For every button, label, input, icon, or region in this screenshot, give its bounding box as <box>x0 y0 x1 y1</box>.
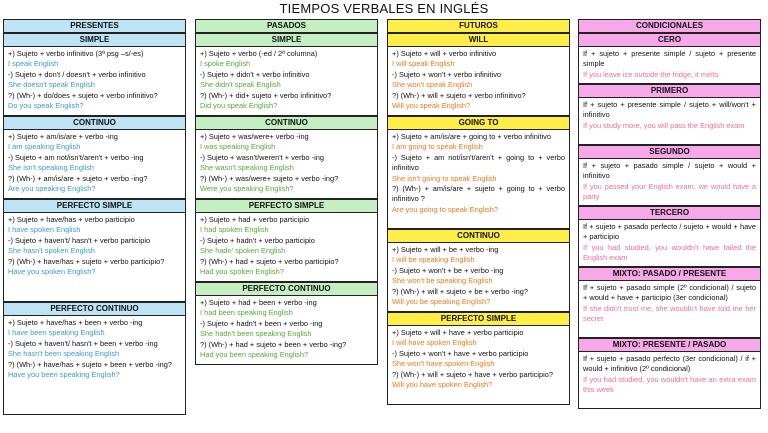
conditional-rule: If + sujeto + pasado simple / sujeto + would + infinitivo <box>583 161 756 181</box>
affirmative-rule: +) Sujeto + had + verbo participio <box>200 215 310 224</box>
negative-example: She didn't speak English <box>200 80 281 90</box>
negative-rule: -) Sujeto + wasn't/weren't + verbo -ing <box>200 152 325 162</box>
question-example: Will you speak English? <box>392 101 471 111</box>
question-rule: ?) (Wh-) + had + sujeto + verbo participio? <box>200 256 339 266</box>
question-example: Are you going to speak English? <box>392 204 499 214</box>
negative-rule: -) Sujeto + am not/isn't/aren't + verbo -ing <box>8 152 144 162</box>
section-going-to <box>387 130 570 229</box>
column-header-presentes: PRESENTES <box>3 19 186 33</box>
column-pasados <box>195 19 378 365</box>
section-futuro-continuo <box>387 243 570 312</box>
conditional-rule: If + sujeto + presente simple / sujeto + presente simple <box>583 49 756 69</box>
negative-rule: -) Sujeto + didn't + verbo infinitivo <box>200 69 310 79</box>
question-example: Have you been speaking English? <box>8 370 120 380</box>
section-will <box>387 47 570 116</box>
negative-example: She wasn't speaking English <box>200 163 294 173</box>
section-title-going-to: GOING TO <box>387 116 570 130</box>
question-rule: ?) (Wh-) + did+ sujeto + verbo infinitivo? <box>200 90 332 100</box>
column-futuros <box>387 19 570 405</box>
question-example: Were you speaking English? <box>200 184 294 194</box>
affirmative-rule: +) Sujeto + have/has + been + verbo -ing <box>8 318 143 327</box>
affirmative-example: I will have spoken English <box>392 338 477 348</box>
negative-rule: -) Sujeto + won't + have + verbo participio <box>392 348 529 358</box>
affirmative-rule: +) Sujeto + verbo (-ed / 2ª columna) <box>200 49 318 58</box>
section-pasado-perfecto-simple <box>195 213 378 282</box>
section-presente-continuo <box>3 130 186 199</box>
section-title-mixto-pasado-presente: MIXTO: PASADO / PRESENTE <box>578 267 761 281</box>
question-example: Had you been speaking English? <box>200 350 309 360</box>
negative-example: She won't speak English <box>392 80 473 90</box>
affirmative-example: I had been speaking English <box>200 308 293 318</box>
column-header-futuros: FUTUROS <box>387 19 570 33</box>
negative-rule: -) Sujeto + haven't/ hasn't + verbo participio <box>8 235 151 245</box>
affirmative-example: I will speak English <box>392 59 455 69</box>
question-rule: ?) (Wh-) + will + sujeto + be + verbo -ing? <box>392 286 528 296</box>
section-title-primero: PRIMERO <box>578 84 761 98</box>
conditional-rule: If + sujeto + pasado simple (2º condicional) / sujeto + would + have + participio (3er condicional) <box>583 283 756 303</box>
section-cero <box>578 47 761 84</box>
conditional-example: If you passed your English exam, we would have a party <box>583 181 756 202</box>
section-title-pasado-perfecto-simple: PERFECTO SIMPLE <box>195 199 378 213</box>
section-title-segundo: SEGUNDO <box>578 145 761 159</box>
section-pasado-perfecto-continuo <box>195 296 378 365</box>
section-title-pasado-perfecto-continuo: PERFECTO CONTINUO <box>195 282 378 296</box>
conditional-example: If you had studied, you wouldn't have an extra exam this week <box>583 374 756 395</box>
affirmative-rule: +) Sujeto + had + been + verbo -ing <box>200 298 317 307</box>
affirmative-example: I speak English <box>8 59 59 69</box>
question-rule: ?) (Wh-) + will + sujeto + verbo infinitivo? <box>392 90 526 100</box>
section-title-futuro-continuo: CONTINUO <box>387 229 570 243</box>
affirmative-example: I will be speaking English <box>392 255 475 265</box>
negative-rule: -) Sujeto + hadn't + been + verbo -ing <box>200 318 323 328</box>
affirmative-rule: +) Sujeto + will + be + verbo -ing <box>392 245 499 254</box>
negative-rule: -) Sujeto + hadn't + verbo participio <box>200 235 315 245</box>
negative-example: She isn't speaking English <box>8 163 95 173</box>
conditional-example: If you leave ice outside the fridge, it melts <box>583 69 719 79</box>
question-example: Have you spoken English? <box>8 267 96 277</box>
conditional-rule: If + sujeto + pasado perfecto / sujeto + would + have + participio <box>583 222 756 242</box>
section-mixto-presente-pasado <box>578 352 761 409</box>
section-presente-simple <box>3 47 186 116</box>
section-title-presente-continuo: CONTINUO <box>3 116 186 130</box>
affirmative-rule: +) Sujeto + will + verbo infinitivo <box>392 49 497 58</box>
question-example: Are you speaking English? <box>8 184 96 194</box>
question-example: Will you have spoken English? <box>392 380 493 390</box>
section-title-mixto-presente-pasado: MIXTO: PRESENTE / PASADO <box>578 338 761 352</box>
affirmative-example: I have spoken English <box>8 225 81 235</box>
section-primero <box>578 98 761 145</box>
section-title-cero: CERO <box>578 33 761 47</box>
affirmative-example: I spoke English <box>200 59 251 69</box>
section-mixto-pasado-presente <box>578 281 761 338</box>
negative-rule: -) Sujeto + am not/isn't/aren't + going to + verbo infinitivo <box>392 152 565 173</box>
affirmative-rule: +) Sujeto + verbo infinitivo (3ª psg –s/-es) <box>8 49 144 58</box>
negative-rule: -) Sujeto + haven't/ hasn't + been + verbo -ing <box>8 338 158 348</box>
affirmative-rule: +) Sujeto + am/is/are + verbo -ing <box>8 132 118 141</box>
section-title-pasado-continuo: CONTINUO <box>195 116 378 130</box>
question-rule: ?) (Wh-) + am/is/are + sujeto + going to + verbo infinitivo ? <box>392 184 565 204</box>
question-rule: ?) (Wh-) + have/has + sujeto + verbo participio? <box>8 256 165 266</box>
negative-example: She hasn't been speaking English <box>8 349 120 359</box>
negative-example: She won't be speaking English <box>392 276 493 286</box>
section-tercero <box>578 220 761 267</box>
negative-rule: -) Sujeto + won't + verbo infinitivo <box>392 69 502 79</box>
section-presente-perfecto-simple <box>3 213 186 302</box>
section-presente-perfecto-continuo <box>3 316 186 415</box>
question-example: Did you speak English? <box>200 101 278 111</box>
negative-rule: -) Sujeto + won't + be + verbo -ing <box>392 265 504 275</box>
negative-example: She won't have spoken English <box>392 359 495 369</box>
column-presentes <box>3 19 186 415</box>
section-title-pasado-simple: SIMPLE <box>195 33 378 47</box>
negative-example: She hadn' spoken English <box>200 246 286 256</box>
affirmative-example: I was speaking English <box>200 142 276 152</box>
question-rule: ?) (Wh-) + do/does + sujeto + verbo infinitivo? <box>8 90 158 100</box>
question-example: Do you speak English? <box>8 101 84 111</box>
affirmative-rule: +) Sujeto + have/has + verbo participio <box>8 215 135 224</box>
page-title: TIEMPOS VERBALES EN INGLÉS <box>279 1 489 16</box>
negative-rule: -) Sujeto + don't / doesn't + verbo infinitivo <box>8 69 146 79</box>
conditional-example: If she didn't trust me, she wouldn't have told me her secret <box>583 303 756 324</box>
section-futuro-perfecto-simple <box>387 326 570 405</box>
section-pasado-continuo <box>195 130 378 199</box>
negative-example: She isn't going to speak English <box>392 173 497 183</box>
conditional-rule: If + sujeto + presente simple / sujeto + will/won't + infinitivo <box>583 100 756 120</box>
question-rule: ?) (Wh-) + had + sujeto + been + verbo -ing? <box>200 339 347 349</box>
question-rule: ?) (Wh-) + will + sujeto + have + verbo participio? <box>392 369 554 379</box>
column-header-condicionales: CONDICIONALES <box>578 19 761 33</box>
conditional-example: If you study more, you will pass the English exam <box>583 120 745 130</box>
column-condicionales <box>578 19 761 409</box>
question-rule: ?) (Wh-) + am/is/are + sujeto + verbo -ing? <box>8 173 148 183</box>
affirmative-rule: +) Sujeto + am/is/are + going to + verbo infinitivo <box>392 132 551 141</box>
question-example: Had you spoken English? <box>200 267 284 277</box>
affirmative-rule: +) Sujeto + will + have + verbo participio <box>392 328 524 337</box>
section-title-will: WILL <box>387 33 570 47</box>
section-title-presente-perfecto-simple: PERFECTO SIMPLE <box>3 199 186 213</box>
column-header-pasados: PASADOS <box>195 19 378 33</box>
question-rule: ?) (Wh-) + was/were+ sujeto + verbo -ing? <box>200 173 339 183</box>
section-title-presente-perfecto-continuo: PERFECTO CONTINUO <box>3 302 186 316</box>
section-pasado-simple <box>195 47 378 116</box>
section-title-futuro-perfecto-simple: PERFECTO SIMPLE <box>387 312 570 326</box>
affirmative-example: I am speaking English <box>8 142 81 152</box>
affirmative-example: I had spoken English <box>200 225 269 235</box>
negative-example: She hasn't spoken English <box>8 246 95 256</box>
section-title-tercero: TERCERO <box>578 206 761 220</box>
negative-example: She hadn't been speaking English <box>200 329 312 339</box>
affirmative-rule: +) Sujeto + was/were+ verbo -ing <box>200 132 309 141</box>
affirmative-example: I have been speaking English <box>8 328 105 338</box>
section-segundo <box>578 159 761 206</box>
section-title-presente-simple: SIMPLE <box>3 33 186 47</box>
affirmative-example: I am going to speak English <box>392 142 483 152</box>
negative-example: She doesn't speak English <box>8 80 95 90</box>
question-rule: ?) (Wh-) + have/has + sujeto + been + verbo -ing? <box>8 359 172 369</box>
conditional-rule: If + sujeto + pasado perfecto (3er condicional) / if + would + infinitivo (2º condicional) <box>583 354 756 374</box>
question-example: Will you be speaking English? <box>392 297 491 307</box>
conditional-example: If you had studied, you wouldn't have failed the English exam <box>583 242 756 263</box>
